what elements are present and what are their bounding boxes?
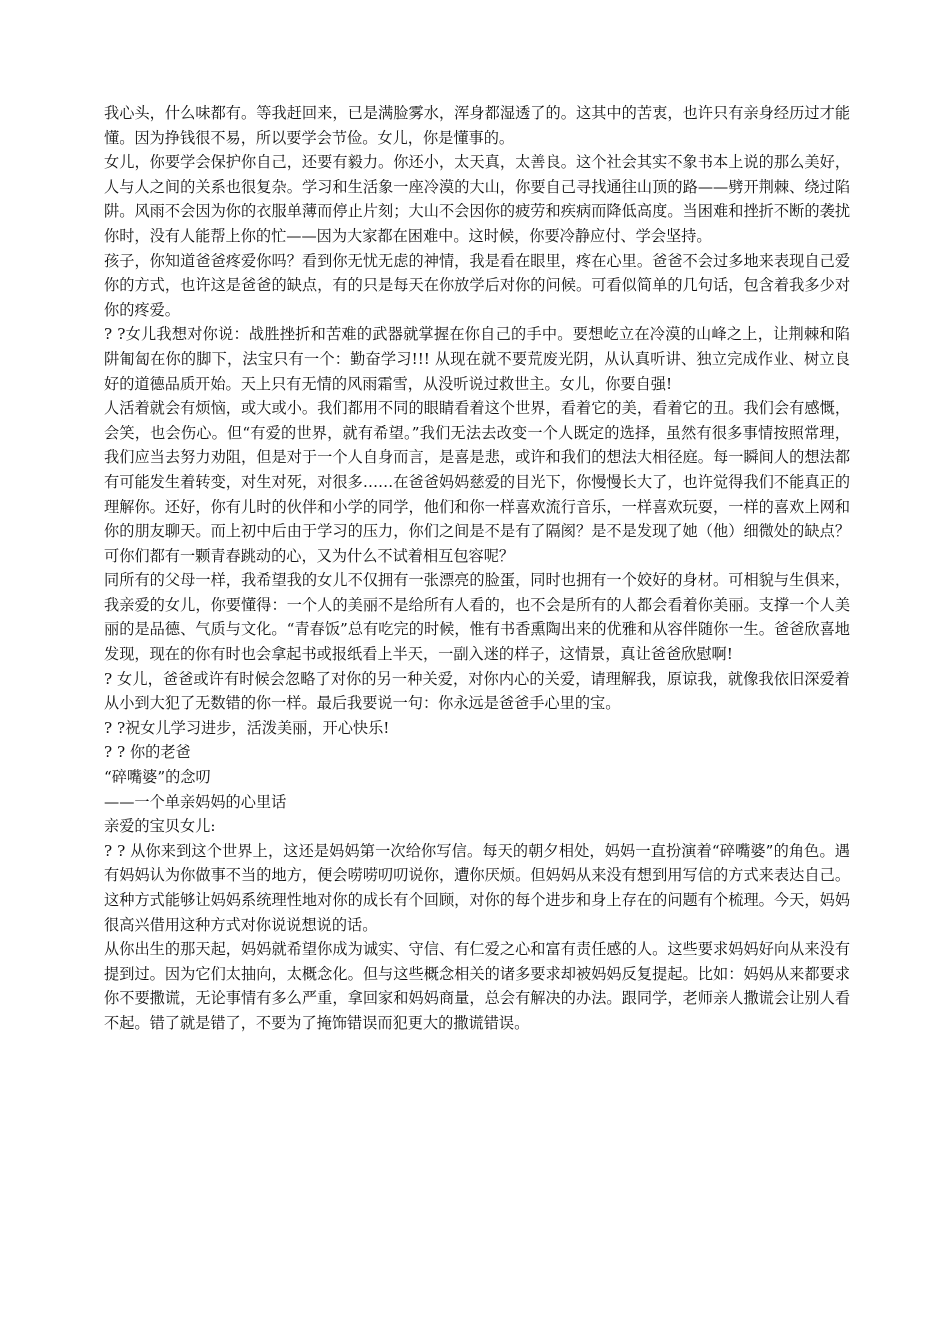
paragraph-honesty: 从你出生的那天起，妈妈就希望你成为诚实、守信、有仁爱之心和富有责任感的人。这些要求妈妈好向从来没有提到过。因为它们太抽向，太概念化。但与这些概念相关的诸多要求却被妈妈反复提起。比如：妈妈从来都要求你不要撒谎，无论事情有多么严重，拿回家和妈妈商量，总会有解决的办法。跟同学，老师亲人撒谎会让别人看不起。错了就是错了，不要为了掩饰错误而犯更大的撒谎错误。 bbox=[104, 940, 850, 1032]
paragraph-worries: 人活着就会有烦恼，或大或小。我们都用不同的眼睛看着这个世界，看着它的美，看着它的丑。我们会有感慨，会笑，也会伤心。但“有爱的世界，就有希望。”我们无法去改变一个人既定的选择，虽然有很多事情按照常理，我们应当去努力劝阻，但是对于一个人自身而言，是喜是悲，或许和我们的想法大相径庭。每一瞬间人的想法都有可能发生着转变，对生对死，对很多……在爸爸妈妈慈爱的目光下，你慢慢长大了，也许觉得我们不能真正的理解你。还好，你有儿时的伙伴和小学的同学，他们和你一样喜欢流行音乐，一样喜欢玩耍，一样的喜欢上网和你的朋友聊天。而上初中后由于学习的压力，你们之间是不是有了隔阂？是不是发现了她（他）细微处的缺点？可你们都有一颗青春跳动的心，又为什么不试着相互包容呢？ bbox=[104, 399, 850, 565]
letter-title: “碎嘴婆”的念叨 bbox=[104, 768, 211, 787]
paragraph-saving: 我心头，什么味都有。等我赶回来，已是满脸雾水，浑身都湿透了的。这其中的苦衷，也许只有亲身经历过才能懂。因为挣钱很不易，所以要学会节俭。女儿，你是懂事的。 bbox=[104, 104, 850, 147]
letter-salutation: 亲爱的宝贝女儿: bbox=[104, 817, 216, 836]
paragraph-study-hard: ? ?女儿我想对你说：战胜挫折和苦难的武器就掌握在你自己的手中。要想屹立在冷漠的山峰之上，让荆棘和陷阱匍匐在你的脚下，法宝只有一个：勤奋学习!!! 从现在就不要荒废光阴，从认真听讲、独立完成作业、树立良好的道德品质开始。天上只有无情的风雨霜雪，从没听说过救世主。女儿，你要自强! bbox=[104, 325, 850, 393]
paragraph-father-love: 孩子，你知道爸爸疼爱你吗？看到你无忧无虑的神情，我是看在眼里，疼在心里。爸爸不会过多地来表现自己爱你的方式，也许这是爸爸的缺点，有的只是每天在你放学后对你的问候。可看似简单的几句话，包含着我多少对你的疼爱。 bbox=[104, 251, 850, 319]
paragraph-protect-yourself: 女儿，你要学会保护你自己，还要有毅力。你还小，太天真，太善良。这个社会其实不象书本上说的那么美好，人与人之间的关系也很复杂。学习和生活象一座冷漠的大山，你要自己寻找通往山顶的路——劈开荆棘、绕过陷阱。风雨不会因为你的衣服单薄而停止片刻；大山不会因你的疲劳和疾病而降低高度。当困难和挫折不断的袭扰你时，没有人能帮上你的忙——因为大家都在困难中。这时候，你要冷静应付、学会坚持。 bbox=[104, 153, 850, 245]
paragraph-beauty: 同所有的父母一样，我希望我的女儿不仅拥有一张漂亮的脸蛋，同时也拥有一个姣好的身材。可相貌与生俱来，我亲爱的女儿，你要懂得：一个人的美丽不是给所有人看的，也不会是所有的人都会看着你美丽。支撑一个人美丽的是品德、气质与文化。“青春饭”总有吃完的时候，惟有书香熏陶出来的优雅和从容伴随你一生。爸爸欣喜地发现，现在的你有时也会拿起书或报纸看上半天，一副入迷的样子，这情景，真让爸爸欣慰啊! bbox=[104, 571, 850, 664]
document-page bbox=[104, 101, 850, 1036]
paragraph-wishes: ? ?祝女儿学习进步，活泼美丽，开心快乐! bbox=[104, 718, 390, 737]
paragraph-apology: ? 女儿，爸爸或许有时候会忽略了对你的另一种关爱，对你内心的关爱，请理解我，原谅我，就像我依旧深爱着从小到大犯了无数错的你一样。最后我要说一句：你永远是爸爸手心里的宝。 bbox=[104, 669, 850, 713]
letter-subtitle: ——一个单亲妈妈的心里话 bbox=[104, 792, 287, 811]
signature-father: ? ? 你的老爸 bbox=[104, 743, 191, 762]
paragraph-first-letter: ? ? 从你来到这个世界上，这还是妈妈第一次给你写信。每天的朝夕相处，妈妈一直扮演着“碎嘴婆”的角色。遇有妈妈认为你做事不当的地方，便会唠唠叨叨说你，遭你厌烦。但妈妈从来没有想到用写信的方式来表达自己。这种方式能够让妈妈系统理性地对你的成长有个回顾，对你的每个进步和身上存在的问题有个梳理。今天，妈妈很高兴借用这种方式对你说说想说的话。 bbox=[104, 841, 850, 934]
